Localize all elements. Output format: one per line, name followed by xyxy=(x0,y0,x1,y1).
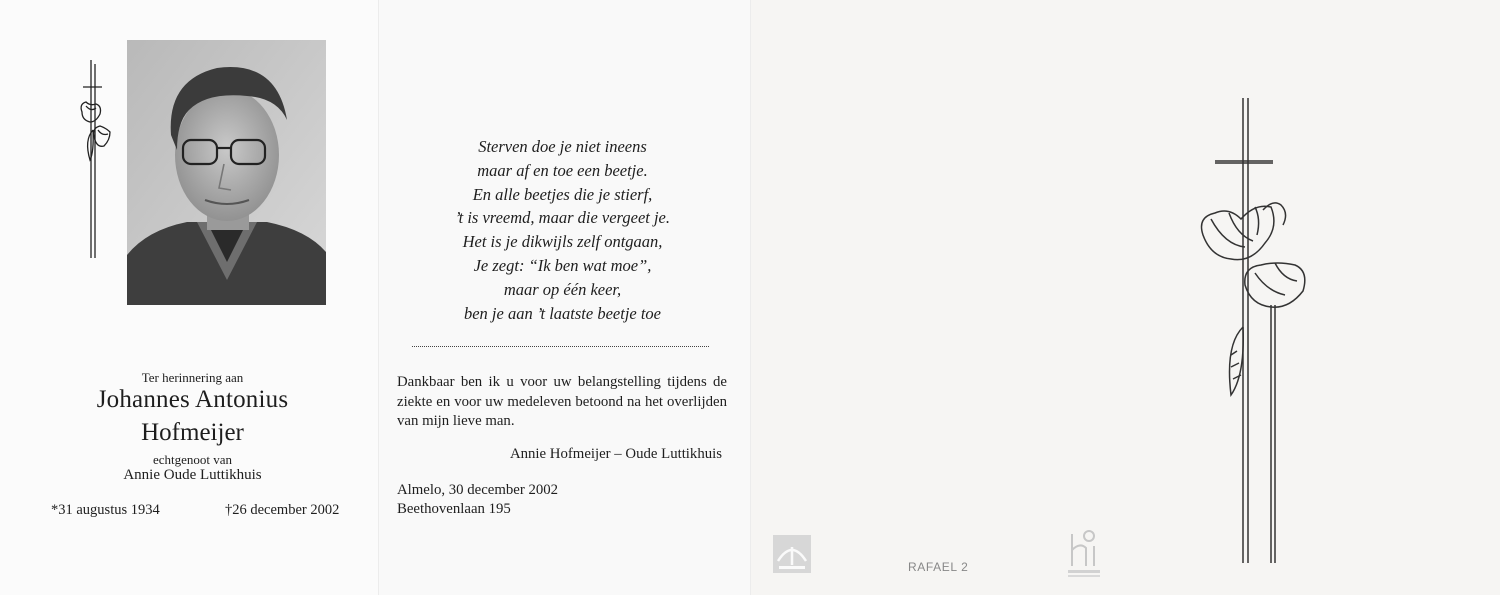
printer-logo-icon xyxy=(773,535,811,573)
poem-line: Sterven doe je niet ineens xyxy=(478,137,647,156)
deceased-first-names: Johannes Antonius xyxy=(96,386,289,413)
place-and-date: Almelo, 30 december 2002 xyxy=(397,482,559,498)
card-back-panel xyxy=(750,0,1500,595)
spouse-name: Annie Oude Luttikhuis xyxy=(123,467,262,483)
poem-line: ben je aan ’t laatste beetje toe xyxy=(463,303,662,323)
birth-date: *31 augustus 1934 xyxy=(51,502,160,518)
poem-line: ’t is vreemd, maar die vergeet je. xyxy=(454,208,671,228)
portrait-photo xyxy=(127,40,326,305)
spouse-label: echtgenoot van xyxy=(152,452,233,467)
card-code: RAFAEL 2 xyxy=(908,560,969,574)
cross-with-rose-icon xyxy=(1185,95,1320,565)
fold-line xyxy=(750,0,751,595)
poem-line: Je zegt: “Ik ben wat moe”, xyxy=(473,255,652,275)
poem-line: maar af en toe een beetje. xyxy=(477,160,648,180)
address: Beethovenlaan 195 xyxy=(397,501,511,517)
death-date: †26 december 2002 xyxy=(225,502,340,518)
deceased-last-name: Hofmeijer xyxy=(141,419,244,446)
cross-with-rose-icon xyxy=(74,60,114,258)
poem xyxy=(400,135,725,325)
signature: Annie Hofmeijer – Oude Luttikhuis xyxy=(509,446,722,462)
poem-line: Het is je dikwijls zelf ontgaan, xyxy=(462,232,663,252)
intro-text: Ter herinnering aan xyxy=(141,370,244,385)
poem-line: En alle beetjes die je stierf, xyxy=(472,184,653,204)
huisman-logo-icon xyxy=(1066,528,1102,580)
thank-you-text: Dankbaar ben ik u voor uw belangstelling tijdens de ziekte en voor uw medeleven betoond na het overlijden van mijn lieve man. xyxy=(397,374,727,429)
dotted-divider xyxy=(412,346,709,347)
fold-line xyxy=(378,0,379,595)
poem-line: maar op één keer, xyxy=(503,279,622,299)
